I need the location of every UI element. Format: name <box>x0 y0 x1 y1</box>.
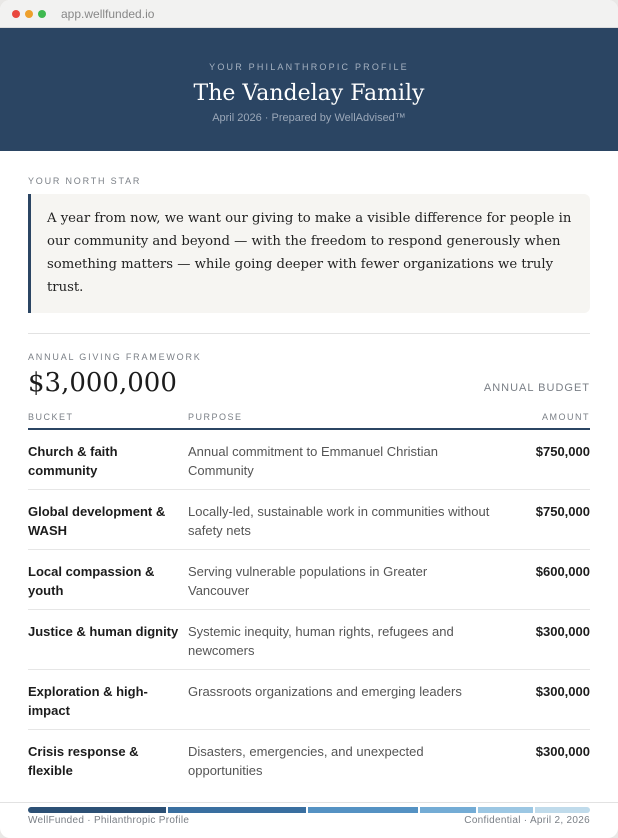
browser-chrome <box>0 0 618 28</box>
column-amount: AMOUNT <box>542 412 590 422</box>
table-row <box>28 610 590 670</box>
table-row <box>28 730 590 789</box>
bucket-purpose: Systemic inequity, human rights, refugees and newcomers <box>188 624 454 658</box>
budget-label: ANNUAL BUDGET <box>483 382 590 394</box>
footer-right: Confidential · April 2, 2026 <box>464 815 590 826</box>
budget-total: $3,000,000 <box>28 368 177 398</box>
framework-label: ANNUAL GIVING FRAMEWORK <box>28 352 202 362</box>
page-title: The Vandelay Family <box>193 81 425 106</box>
bucket-amount: $600,000 <box>535 564 590 579</box>
bucket-amount: $300,000 <box>535 624 590 639</box>
profile-header <box>0 28 618 151</box>
bucket-purpose: Serving vulnerable populations in Greater Vancouver <box>188 564 428 598</box>
giving-table <box>28 430 590 789</box>
minimize-window-button[interactable] <box>25 10 33 18</box>
header-subtitle: April 2026 · Prepared by WellAdvised™ <box>212 112 406 124</box>
table-row <box>28 550 590 610</box>
bucket-purpose: Annual commitment to Emmanuel Christian Community <box>188 444 438 478</box>
bucket-name: Crisis response & flexible <box>28 744 139 778</box>
bucket-amount: $300,000 <box>535 684 590 699</box>
column-bucket: BUCKET <box>28 412 74 422</box>
table-row <box>28 670 590 730</box>
bucket-purpose: Disasters, emergencies, and unexpected opportunities <box>188 744 424 778</box>
bucket-name: Justice & human dignity <box>28 624 179 639</box>
address-bar[interactable]: app.wellfunded.io <box>61 6 155 21</box>
bucket-amount: $750,000 <box>535 504 590 519</box>
maximize-window-button[interactable] <box>38 10 46 18</box>
bucket-name: Exploration & high-impact <box>28 684 148 718</box>
close-window-button[interactable] <box>12 10 20 18</box>
footer <box>0 802 618 838</box>
footer-left: WellFunded · Philanthropic Profile <box>28 815 190 826</box>
north-star-label: YOUR NORTH STAR <box>28 176 142 186</box>
bucket-name: Local compassion & youth <box>28 564 155 598</box>
bucket-name: Church & faith community <box>28 444 118 478</box>
column-purpose: PURPOSE <box>188 412 243 422</box>
table-row <box>28 490 590 550</box>
bucket-amount: $300,000 <box>535 744 590 759</box>
north-star-quote: A year from now, we want our giving to make a visible difference for people in our community and beyond — with the freedom to respond generously when something matters — while going deeper with fewer organizations we truly trust. <box>28 194 590 313</box>
divider <box>28 333 590 334</box>
table-row <box>28 430 590 490</box>
table-header <box>28 412 590 430</box>
bucket-purpose: Locally-led, sustainable work in communities without safety nets <box>188 504 490 538</box>
bucket-purpose: Grassroots organizations and emerging leaders <box>188 684 462 699</box>
bucket-amount: $750,000 <box>535 444 590 459</box>
header-eyebrow: YOUR PHILANTHROPIC PROFILE <box>209 62 409 72</box>
bucket-name: Global development & WASH <box>28 504 166 538</box>
